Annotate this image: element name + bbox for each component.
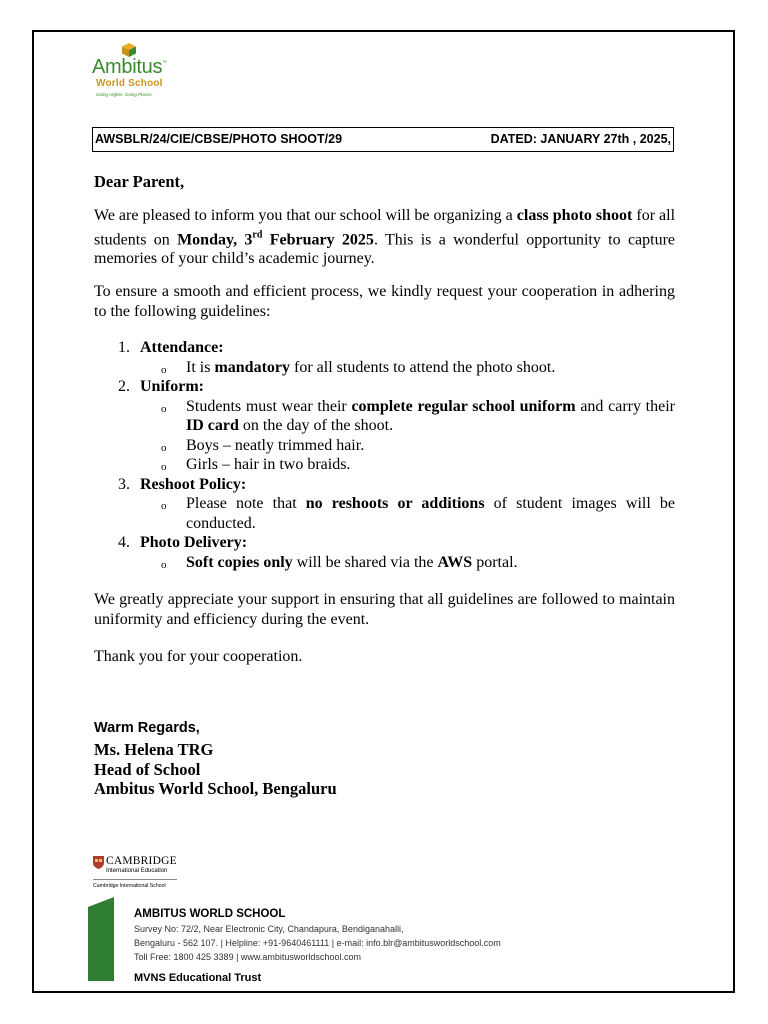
intro-bold-1: class photo shoot (516, 207, 633, 224)
logo-tagline: Going Higher. Going Places. (96, 92, 153, 97)
reference-date: DATED: JANUARY 27th , 2025, (490, 132, 671, 146)
signatory-name: Ms. Helena TRG (94, 740, 214, 759)
intro-bold-2: Monday, 3 (177, 230, 253, 248)
guideline-item (94, 475, 675, 534)
bullet-icon: o (161, 402, 167, 415)
guideline-heading: 1. Attendance: (118, 339, 224, 356)
guideline-item (94, 533, 675, 572)
intro-paragraph (94, 206, 675, 269)
signatory-title: Head of School (94, 760, 201, 779)
cambridge-school-label: Cambridge International School (93, 883, 166, 889)
guideline-number: 3. (118, 475, 130, 493)
guidelines-intro: To ensure a smooth and efficient process, we kindly request your cooperation in adhering to the following guidelines: (94, 283, 675, 320)
footer-tollfree-line: Toll Free: 1800 425 3389 | www.ambitusworldschool.com (134, 952, 361, 962)
guideline-heading: 4. Photo Delivery: (118, 534, 248, 551)
footer-address-line: Survey No: 72/2, Near Electronic City, Chandapura, Bendiganahalli, (134, 924, 404, 934)
logo-trademark: ™ (162, 60, 167, 66)
reference-box (92, 127, 674, 152)
intro-date-sup: rd (252, 229, 263, 241)
footer-green-bar (88, 897, 122, 981)
guideline-subitem: o Boys – neatly trimmed hair. (94, 436, 675, 456)
greeting: Dear Parent, (94, 172, 185, 191)
bullet-icon: o (161, 441, 167, 454)
footer-contact-line: Bengaluru - 562 107. | Helpline: +91-9640461111 | e-mail: info.blr@ambitusworldschool.com (134, 938, 501, 948)
cambridge-sub: International Education (106, 868, 168, 874)
guideline-item (94, 338, 675, 377)
closing-regards: Warm Regards, (94, 720, 200, 736)
guideline-subitem: o Students must wear their complete regular school uniform and carry their ID card on the day of the shoot. (161, 397, 675, 434)
guidelines-list (94, 338, 675, 572)
appreciation-paragraph: We greatly appreciate your support in ensuring that all guidelines are followed to maintain uniformity and efficiency during the event. (94, 591, 675, 628)
cambridge-logo (93, 855, 183, 895)
thanks-paragraph: Thank you for your cooperation. (94, 648, 303, 665)
guideline-number: 1. (118, 339, 130, 356)
cambridge-divider (93, 879, 177, 880)
bullet-icon: o (161, 500, 167, 512)
guideline-heading: 3. Reshoot Policy: (118, 475, 247, 493)
signatory-school: Ambitus World School, Bengaluru (94, 779, 337, 798)
logo-title: Ambitus™ (92, 56, 167, 78)
logo-subtitle: World School (96, 78, 163, 89)
guideline-subitem: o Please note that no reshoots or additions of student images will be conducted. (161, 495, 675, 532)
guideline-item (94, 377, 675, 475)
reference-number: AWSBLR/24/CIE/CBSE/PHOTO SHOOT/29 (95, 132, 343, 146)
footer-school-name: AMBITUS WORLD SCHOOL (134, 908, 286, 920)
intro-text-3: . This is a wonderful opportunity to capture memories of your child’s academic journey. (94, 230, 676, 268)
guideline-number: 2. (118, 378, 130, 395)
intro-text-1: We are pleased to inform you that our school will be organizing a (94, 207, 517, 224)
guideline-heading: 2. Uniform: (118, 378, 204, 395)
cambridge-name: CAMBRIDGE (106, 855, 177, 867)
school-logo (92, 42, 187, 100)
guideline-subitem: o It is mandatory for all students to attend the photo shoot. (94, 358, 675, 378)
footer-trust-name: MVNS Educational Trust (134, 972, 262, 984)
guideline-subitem: o Soft copies only will be shared via the AWS portal. (94, 553, 675, 573)
guideline-number: 4. (118, 534, 130, 551)
intro-bold-3: February 2025 (262, 230, 374, 248)
bullet-icon: o (161, 558, 167, 571)
intro-text-2: for all students on (94, 207, 676, 248)
cambridge-shield-icon (93, 856, 104, 869)
guideline-subitem: o Girls – hair in two braids. (94, 455, 675, 475)
bullet-icon: o (161, 363, 167, 376)
bullet-icon: o (161, 461, 167, 473)
